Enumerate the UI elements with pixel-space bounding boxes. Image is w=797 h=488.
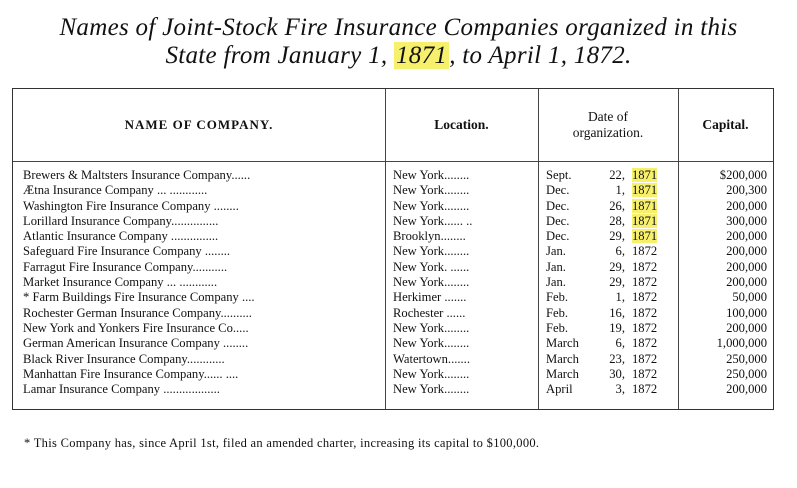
- organization-month: Dec.: [546, 229, 570, 244]
- organization-day: 1,: [615, 290, 625, 305]
- company-capital: 200,000: [726, 229, 767, 244]
- company-location: New York........: [393, 183, 470, 198]
- table-row: [13, 321, 773, 336]
- company-location: New York........: [393, 320, 470, 335]
- organization-month: Dec.: [546, 213, 570, 228]
- company-name: Washington Fire Insurance Company ........: [23, 198, 239, 213]
- organization-year: 1872: [632, 336, 658, 351]
- header-name: NAME OF COMPANY.: [124, 117, 274, 132]
- organization-month: Feb.: [546, 290, 569, 305]
- company-location: New York........: [393, 244, 470, 259]
- company-location: Herkimer .......: [393, 290, 467, 305]
- organization-year: [632, 229, 670, 244]
- company-location: Watertown.......: [393, 351, 470, 366]
- company-capital: 200,000: [726, 275, 767, 290]
- table-row: [13, 275, 773, 290]
- organization-day: 6,: [615, 336, 625, 351]
- organization-day: 29,: [609, 229, 625, 244]
- organization-year: 1872: [632, 305, 658, 320]
- organization-day: 19,: [609, 320, 625, 335]
- header-date-text: Date of organization.: [572, 109, 644, 140]
- company-location: Brooklyn........: [393, 229, 466, 244]
- company-capital: 200,300: [726, 183, 767, 198]
- highlighted-year: 1871: [632, 168, 658, 182]
- header-location: Location.: [434, 117, 489, 132]
- organization-year: 1872: [632, 320, 658, 335]
- highlighted-year: 1871: [632, 198, 658, 213]
- organization-day: 3,: [615, 382, 625, 397]
- company-capital: 50,000: [732, 290, 767, 305]
- company-name: Farragut Fire Insurance Company...........: [23, 259, 228, 274]
- highlighted-year: 1871: [396, 42, 448, 69]
- company-capital: 200,000: [726, 244, 767, 259]
- company-name: * Farm Buildings Fire Insurance Company ....: [23, 290, 255, 305]
- company-capital: 250,000: [726, 366, 767, 381]
- company-capital: 1,000,000: [716, 336, 767, 351]
- organization-month: Feb.: [546, 305, 569, 320]
- organization-year: 1872: [632, 290, 658, 305]
- company-name: Safeguard Fire Insurance Company ........: [23, 244, 231, 259]
- company-capital: 100,000: [726, 305, 767, 320]
- footnote: * This Company has, since April 1st, filed an amended charter, increasing its capital to $100,000.: [24, 436, 540, 450]
- table-row: [13, 168, 773, 183]
- company-location: Rochester ......: [393, 305, 466, 320]
- header-rule: [13, 161, 773, 162]
- organization-month: Dec.: [546, 198, 570, 213]
- company-location: New York........: [393, 382, 470, 397]
- highlighted-year: 1871: [632, 229, 658, 244]
- organization-day: 6,: [615, 244, 625, 259]
- organization-day: 26,: [609, 198, 625, 213]
- organization-year: [632, 183, 670, 198]
- company-location: New York...... ..: [393, 213, 473, 228]
- table-row: [13, 382, 773, 397]
- organization-year: [632, 168, 670, 183]
- table-row: [13, 260, 773, 275]
- company-name: Lorillard Insurance Company...............: [23, 213, 219, 228]
- company-name: Manhattan Fire Insurance Company...... ....: [23, 366, 239, 381]
- organization-day: 1,: [615, 183, 625, 198]
- organization-year: [632, 199, 670, 214]
- company-capital: 200,000: [726, 198, 767, 213]
- company-capital: 300,000: [726, 213, 767, 228]
- organization-month: March: [546, 336, 579, 351]
- table-row: [13, 244, 773, 259]
- organization-day: 28,: [609, 213, 625, 228]
- organization-month: Feb.: [546, 320, 569, 335]
- organization-year: 1872: [632, 244, 658, 259]
- company-name: Brewers & Maltsters Insurance Company......: [23, 168, 251, 182]
- company-location: New York. ......: [393, 259, 470, 274]
- company-capital: 200,000: [726, 382, 767, 397]
- company-location: New York........: [393, 198, 470, 213]
- organization-day: 30,: [609, 366, 625, 381]
- organization-month: Sept.: [546, 168, 572, 182]
- table-row: [13, 352, 773, 367]
- company-name: New York and Yonkers Fire Insurance Co.....: [23, 320, 249, 335]
- organization-year: 1872: [632, 382, 658, 397]
- organization-day: 22,: [609, 168, 625, 182]
- organization-day: 29,: [609, 259, 625, 274]
- company-name: Lamar Insurance Company ..................: [23, 382, 220, 397]
- table-row: [13, 183, 773, 198]
- organization-day: 29,: [609, 275, 625, 290]
- company-location: New York........: [393, 336, 470, 351]
- organization-month: Jan.: [546, 259, 566, 274]
- company-name: Rochester German Insurance Company..........: [23, 305, 252, 320]
- company-capital: $200,000: [719, 168, 767, 182]
- company-capital: 200,000: [726, 259, 767, 274]
- highlighted-year: 1871: [632, 213, 658, 228]
- company-name: Atlantic Insurance Company ...............: [23, 229, 219, 244]
- organization-year: 1872: [632, 366, 658, 381]
- organization-year: 1872: [632, 259, 658, 274]
- table-body: [13, 168, 773, 397]
- company-capital: 200,000: [726, 320, 767, 335]
- organization-year: 1872: [632, 351, 658, 366]
- page-title: [0, 14, 797, 70]
- companies-table: [12, 88, 774, 410]
- company-name: German American Insurance Company ........: [23, 336, 249, 351]
- table-row: [13, 306, 773, 321]
- company-location: New York........: [393, 168, 470, 182]
- organization-month: Jan.: [546, 244, 566, 259]
- table-row: [13, 290, 773, 305]
- organization-month: Jan.: [546, 275, 566, 290]
- organization-month: March: [546, 351, 579, 366]
- company-location: New York........: [393, 366, 470, 381]
- table-row: [13, 229, 773, 244]
- table-row: [13, 199, 773, 214]
- company-capital: 250,000: [726, 351, 767, 366]
- company-name: Black River Insurance Company............: [23, 351, 225, 366]
- organization-month: April: [546, 382, 573, 397]
- title-line-2-end: , to April 1, 1872.: [449, 42, 632, 69]
- header-capital: Capital.: [702, 117, 749, 132]
- table-row: [13, 367, 773, 382]
- company-location: New York........: [393, 275, 470, 290]
- organization-year: 1872: [632, 275, 658, 290]
- company-name: Ætna Insurance Company ... ............: [23, 183, 208, 198]
- title-line-2: [0, 42, 797, 70]
- organization-day: 23,: [609, 351, 625, 366]
- header-date: [538, 89, 678, 161]
- company-name: Market Insurance Company ... ............: [23, 275, 218, 290]
- table-row: [13, 336, 773, 351]
- organization-year: [632, 214, 670, 229]
- organization-month: Dec.: [546, 183, 570, 198]
- title-line-2-start: State from January 1,: [165, 42, 394, 69]
- table-row: [13, 214, 773, 229]
- organization-month: March: [546, 366, 579, 381]
- highlighted-year: 1871: [632, 183, 658, 198]
- organization-day: 16,: [609, 305, 625, 320]
- title-line-1: Names of Joint-Stock Fire Insurance Companies organized in this: [59, 14, 738, 41]
